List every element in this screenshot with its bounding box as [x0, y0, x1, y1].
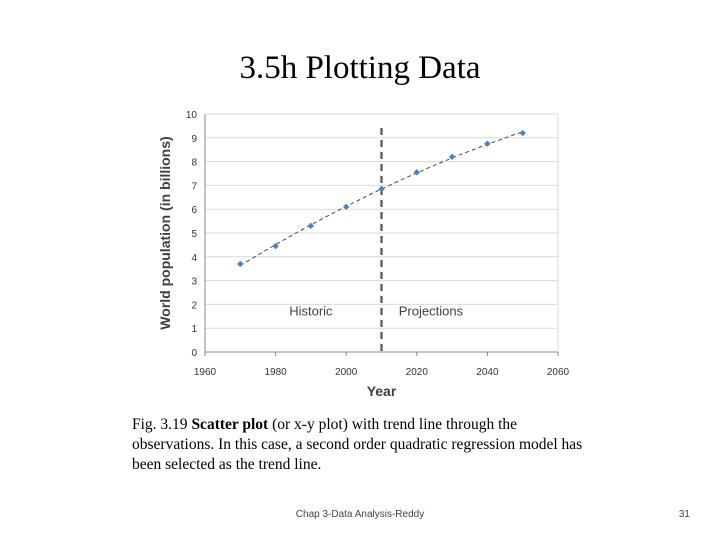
figure-caption	[132, 415, 602, 475]
caption-rest: (or x-y plot) with trend line through the observations. In this case, a second order quadratic regression model has been selected as the trend line.	[132, 416, 583, 473]
data-point	[237, 261, 243, 267]
y-tick-label: 1	[191, 324, 197, 336]
slide-title: 3.5h Plotting Data	[239, 50, 481, 86]
y-tick-label: 0	[191, 348, 197, 359]
annotation-label: Historic	[289, 303, 333, 319]
data-points	[237, 130, 526, 267]
page-number: 31	[678, 509, 690, 520]
y-tick-label: 6	[191, 205, 197, 217]
data-point	[449, 154, 455, 160]
x-tick-label: 1980	[264, 367, 287, 378]
data-point	[520, 130, 526, 136]
x-tick-label: 2020	[405, 367, 428, 378]
data-point	[484, 141, 490, 147]
y-tick-label: 9	[191, 133, 197, 145]
data-point	[414, 169, 420, 175]
y-tick-label: 10	[185, 110, 197, 121]
chart-tick-labels	[186, 110, 570, 378]
y-axis-label: World population (in billions)	[157, 136, 173, 330]
x-axis-label: Year	[366, 383, 397, 399]
slide-footer: Chap 3-Data Analysis-Reddy	[295, 509, 425, 520]
caption-bold-term: Scatter plot	[191, 416, 269, 433]
y-tick-label: 3	[191, 276, 197, 288]
y-tick-label: 5	[191, 229, 197, 240]
annotation-label: Projections	[398, 303, 464, 319]
x-tick-label: 2060	[546, 367, 570, 378]
chart-axes	[205, 114, 558, 356]
chart-annotations	[289, 304, 463, 319]
x-tick-label: 2040	[476, 367, 499, 378]
x-tick-label: 1960	[193, 367, 217, 378]
y-tick-label: 2	[191, 300, 197, 312]
scatter-chart	[150, 104, 580, 404]
data-point	[378, 186, 384, 192]
y-tick-label: 8	[191, 157, 197, 169]
caption-lead: Fig. 3.19	[132, 416, 192, 433]
x-tick-label: 2000	[335, 367, 358, 378]
y-tick-label: 4	[191, 252, 197, 264]
trend-line	[240, 132, 522, 266]
y-tick-label: 7	[191, 181, 197, 193]
